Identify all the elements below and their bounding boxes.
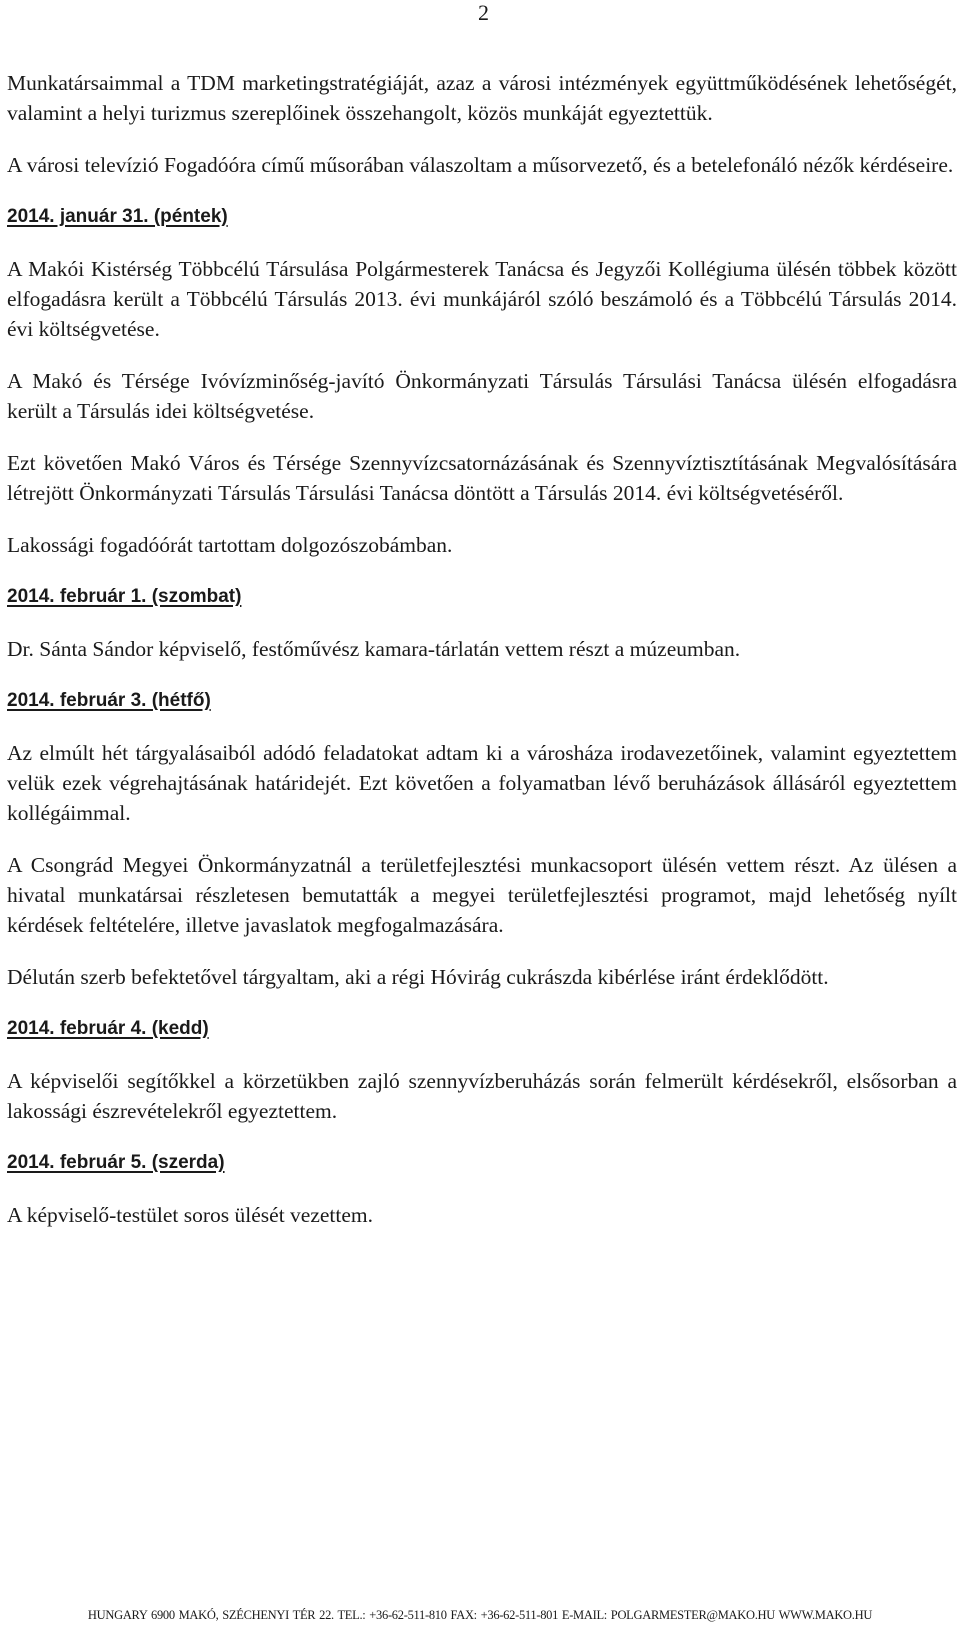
page-footer-address: HUNGARY 6900 MAKÓ, SZÉCHENYI TÉR 22. TEL.: +36-62-511-810 FAX: +36-62-511-801 E-MAIL: POLGARMESTER@MAKO.HU WWW.MAKO.HU <box>87 1608 873 1622</box>
document-body <box>7 68 957 1230</box>
paragraph-lakossagi-fogadoora: Lakossági fogadóórát tartottam dolgozószobámban. <box>7 533 453 557</box>
paragraph-kepviseloi-segitok: A képviselői segítőkkel a körzetükben zajló szennyvízberuházás során felmerült kérdésekről, elsősorban a lakossági észrevételekről egyeztettem. <box>7 1069 957 1123</box>
paragraph-szennyviz-tarsulas: Ezt követően Makó Város és Térsége Szennyvízcsatornázásának és Szennyvíztisztításának Megvalósítására létrejött Önkormányzati Társulás Társulási Tanácsa döntött a Társulás 2014. évi költségvetéséről. <box>7 451 957 505</box>
paragraph-szerb-befekteto: Délután szerb befektetővel tárgyaltam, aki a régi Hóvirág cukrászda kibérlése iránt érdeklődött. <box>7 965 829 989</box>
paragraph-teruletfejlesztes: A Csongrád Megyei Önkormányzatnál a területfejlesztési munkacsoport ülésén vettem részt. Az ülésen a hivatal munkatársai részletesen bemutatták a megyei területfejlesztési programot, majd lehetőség nyílt kérdések feltételére, illetve javaslatok megfogalmazására. <box>7 853 957 937</box>
date-heading-feb-1: 2014. február 1. (szombat) <box>7 586 242 607</box>
paragraph-tv-fogadoora: A városi televízió Fogadóóra című műsorában válaszoltam a műsorvezető, és a betelefonáló nézők kérdéseire. <box>7 153 954 177</box>
paragraph-testuleti-ules: A képviselő-testület soros ülését vezettem. <box>7 1203 374 1227</box>
paragraph-ivoviz-tarsulas: A Makó és Térsége Ivóvízminőség-javító Önkormányzati Társulás Társulási Tanácsa ülésén elfogadásra került a Társulás idei költségvetése. <box>7 369 957 423</box>
paragraph-irodavezetok: Az elmúlt hét tárgyalásaiból adódó feladatokat adtam ki a városháza irodavezetőinek, valamint egyeztettem velük ezek végrehajtásának határidejét. Ezt követően a folyamatban lévő beruházások állásáról egyeztettem kollégáimmal. <box>7 741 957 825</box>
date-heading-feb-3: 2014. február 3. (hétfő) <box>7 690 211 711</box>
date-heading-jan-31: 2014. január 31. (péntek) <box>7 206 228 227</box>
page-number: 2 <box>478 0 489 25</box>
date-heading-feb-4: 2014. február 4. (kedd) <box>7 1018 209 1039</box>
paragraph-tdm-marketing: Munkatársaimmal a TDM marketingstratégiáját, azaz a városi intézmények együttműködésének lehetőségét, valamint a helyi turizmus szereplőinek összehangolt, közös munkáját egyeztettük. <box>7 71 957 125</box>
paragraph-kamara-tarlat: Dr. Sánta Sándor képviselő, festőművész kamara-tárlatán vettem részt a múzeumban. <box>7 637 741 661</box>
paragraph-kisterseg-tarsulas: A Makói Kistérség Többcélú Társulása Polgármesterek Tanácsa és Jegyzői Kollégiuma ülésén többek között elfogadásra került a Többcélú Társulás 2013. évi munkájáról szóló beszámoló és a Többcélú Társulás 2014. évi költségvetése. <box>7 257 957 341</box>
date-heading-feb-5: 2014. február 5. (szerda) <box>7 1152 225 1173</box>
